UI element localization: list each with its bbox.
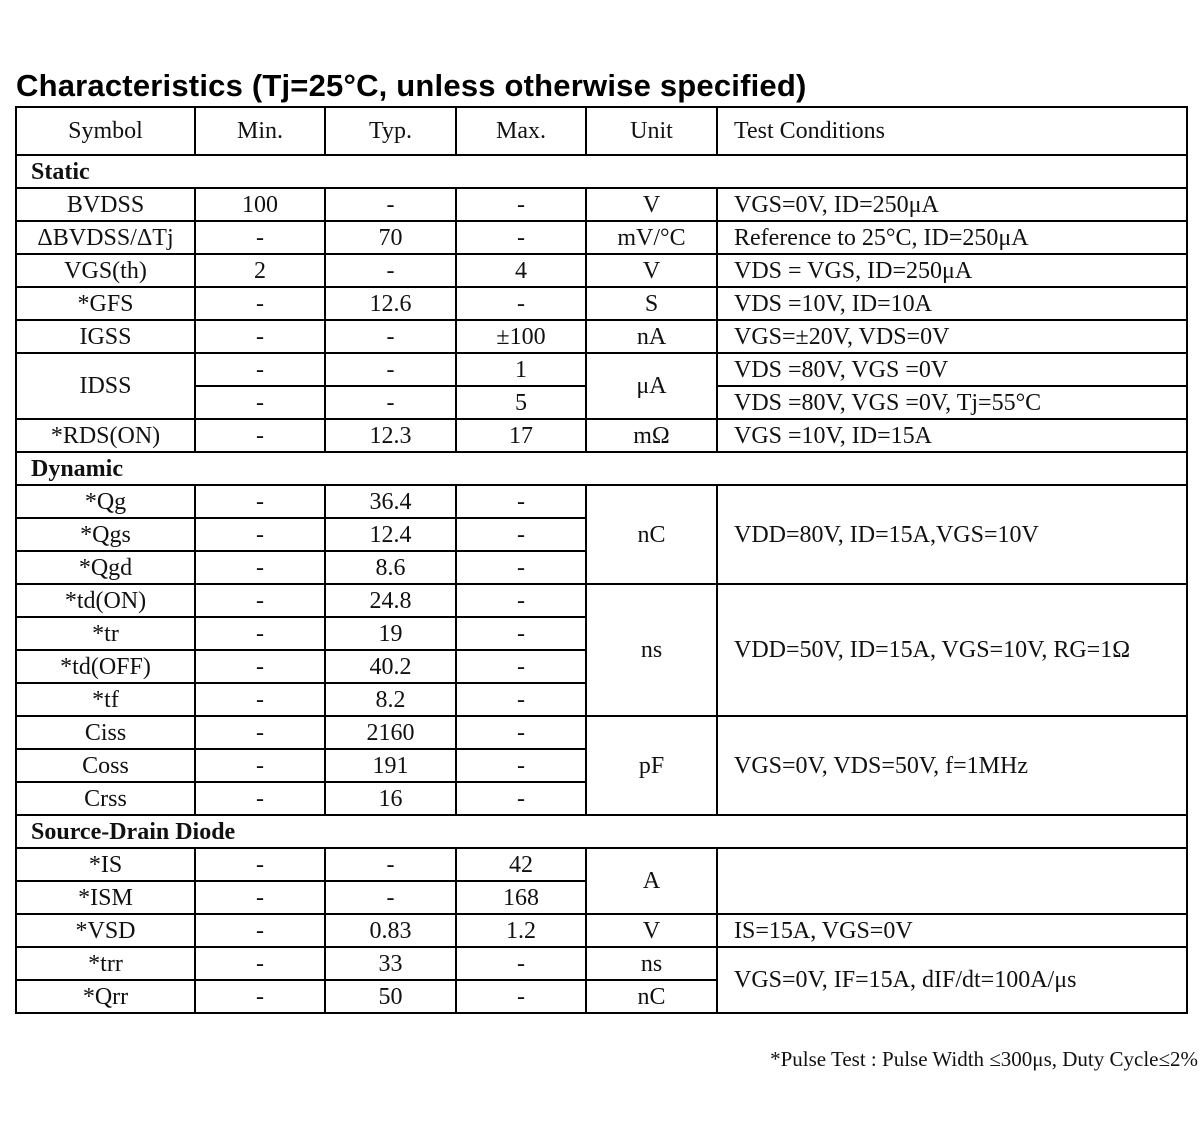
typ-cell: 191	[325, 749, 456, 782]
symbol-cell: Coss	[16, 749, 195, 782]
table-row	[16, 848, 1187, 881]
symbol-cell: VGS(th)	[16, 254, 195, 287]
typ-cell: 33	[325, 947, 456, 980]
condition-cell: VGS=0V, ID=250μA	[717, 188, 1187, 221]
max-cell: -	[456, 287, 586, 320]
unit-cell: A	[586, 848, 717, 914]
header-typ: Typ.	[325, 107, 456, 155]
symbol-cell: *Qgd	[16, 551, 195, 584]
min-cell: -	[195, 617, 325, 650]
typ-cell: 12.3	[325, 419, 456, 452]
symbol-cell: BVDSS	[16, 188, 195, 221]
symbol-cell: IGSS	[16, 320, 195, 353]
typ-cell: -	[325, 353, 456, 386]
symbol-cell: *ISM	[16, 881, 195, 914]
condition-cell: VDD=80V, ID=15A,VGS=10V	[717, 485, 1187, 584]
header-symbol: Symbol	[16, 107, 195, 155]
page-title: Characteristics (Tj=25°C, unless otherwise specified)	[16, 68, 807, 103]
typ-cell: -	[325, 254, 456, 287]
max-cell: 5	[456, 386, 586, 419]
section-title-dynamic: Dynamic	[16, 452, 1187, 485]
max-cell: 4	[456, 254, 586, 287]
typ-cell: 16	[325, 782, 456, 815]
unit-cell: V	[586, 254, 717, 287]
min-cell: -	[195, 221, 325, 254]
unit-cell: S	[586, 287, 717, 320]
typ-cell: -	[325, 320, 456, 353]
symbol-cell: *td(OFF)	[16, 650, 195, 683]
symbol-cell: *trr	[16, 947, 195, 980]
max-cell: -	[456, 749, 586, 782]
min-cell: 100	[195, 188, 325, 221]
symbol-cell: *tr	[16, 617, 195, 650]
min-cell: -	[195, 683, 325, 716]
min-cell: -	[195, 584, 325, 617]
table-row	[16, 221, 1187, 254]
symbol-cell: ΔBVDSS/ΔTj	[16, 221, 195, 254]
unit-cell: μA	[586, 353, 717, 419]
typ-cell: 40.2	[325, 650, 456, 683]
header-max: Max.	[456, 107, 586, 155]
min-cell: -	[195, 386, 325, 419]
condition-cell: VDD=50V, ID=15A, VGS=10V, RG=1Ω	[717, 584, 1187, 716]
symbol-cell: *RDS(ON)	[16, 419, 195, 452]
min-cell: 2	[195, 254, 325, 287]
symbol-cell: *Qrr	[16, 980, 195, 1013]
typ-cell: 36.4	[325, 485, 456, 518]
min-cell: -	[195, 287, 325, 320]
condition-cell: VGS=0V, IF=15A, dIF/dt=100A/μs	[717, 947, 1187, 1013]
condition-cell: VGS=0V, VDS=50V, f=1MHz	[717, 716, 1187, 815]
symbol-cell: Crss	[16, 782, 195, 815]
condition-cell: VDS =10V, ID=10A	[717, 287, 1187, 320]
typ-cell: 12.6	[325, 287, 456, 320]
max-cell: 1	[456, 353, 586, 386]
typ-cell: 70	[325, 221, 456, 254]
max-cell: 1.2	[456, 914, 586, 947]
header-row	[16, 107, 1187, 155]
typ-cell: 19	[325, 617, 456, 650]
max-cell: -	[456, 221, 586, 254]
table-row	[16, 947, 1187, 980]
condition-cell: VDS =80V, VGS =0V	[717, 353, 1187, 386]
section-row-diode	[16, 815, 1187, 848]
section-title-diode: Source-Drain Diode	[16, 815, 1187, 848]
min-cell: -	[195, 782, 325, 815]
max-cell: -	[456, 551, 586, 584]
unit-cell: mΩ	[586, 419, 717, 452]
symbol-cell: *Qg	[16, 485, 195, 518]
table-row	[16, 716, 1187, 749]
table-row	[16, 320, 1187, 353]
condition-cell: VGS =10V, ID=15A	[717, 419, 1187, 452]
min-cell: -	[195, 881, 325, 914]
condition-cell: VDS =80V, VGS =0V, Tj=55°C	[717, 386, 1187, 419]
unit-cell: V	[586, 188, 717, 221]
symbol-cell: *IS	[16, 848, 195, 881]
table-row	[16, 254, 1187, 287]
max-cell: -	[456, 518, 586, 551]
max-cell: 168	[456, 881, 586, 914]
symbol-cell: *GFS	[16, 287, 195, 320]
section-row-dynamic	[16, 452, 1187, 485]
min-cell: -	[195, 551, 325, 584]
unit-cell: pF	[586, 716, 717, 815]
max-cell: -	[456, 584, 586, 617]
min-cell: -	[195, 485, 325, 518]
max-cell: -	[456, 617, 586, 650]
unit-cell: V	[586, 914, 717, 947]
header-min: Min.	[195, 107, 325, 155]
max-cell: ±100	[456, 320, 586, 353]
typ-cell: -	[325, 386, 456, 419]
condition-cell: VDS = VGS, ID=250μA	[717, 254, 1187, 287]
min-cell: -	[195, 650, 325, 683]
table-row	[16, 287, 1187, 320]
max-cell: -	[456, 980, 586, 1013]
symbol-cell: Ciss	[16, 716, 195, 749]
unit-cell: nA	[586, 320, 717, 353]
typ-cell: 50	[325, 980, 456, 1013]
min-cell: -	[195, 419, 325, 452]
condition-cell	[717, 848, 1187, 914]
symbol-cell: *td(ON)	[16, 584, 195, 617]
section-row-static	[16, 155, 1187, 188]
table-row	[16, 419, 1187, 452]
header-conditions: Test Conditions	[717, 107, 1187, 155]
min-cell: -	[195, 848, 325, 881]
condition-cell: IS=15A, VGS=0V	[717, 914, 1187, 947]
table-row	[16, 584, 1187, 617]
typ-cell: -	[325, 881, 456, 914]
unit-cell: nC	[586, 980, 717, 1013]
min-cell: -	[195, 353, 325, 386]
max-cell: -	[456, 683, 586, 716]
max-cell: -	[456, 485, 586, 518]
min-cell: -	[195, 980, 325, 1013]
unit-cell: ns	[586, 947, 717, 980]
min-cell: -	[195, 947, 325, 980]
symbol-cell: IDSS	[16, 353, 195, 419]
table-row	[16, 188, 1187, 221]
condition-cell: Reference to 25°C, ID=250μA	[717, 221, 1187, 254]
characteristics-table	[15, 106, 1188, 1014]
min-cell: -	[195, 320, 325, 353]
typ-cell: 2160	[325, 716, 456, 749]
table-row	[16, 353, 1187, 386]
min-cell: -	[195, 749, 325, 782]
symbol-cell: *Qgs	[16, 518, 195, 551]
max-cell: -	[456, 716, 586, 749]
typ-cell: 0.83	[325, 914, 456, 947]
condition-cell: VGS=±20V, VDS=0V	[717, 320, 1187, 353]
unit-cell: ns	[586, 584, 717, 716]
table-row	[16, 485, 1187, 518]
header-unit: Unit	[586, 107, 717, 155]
section-title-static: Static	[16, 155, 1187, 188]
typ-cell: -	[325, 848, 456, 881]
max-cell: -	[456, 188, 586, 221]
symbol-cell: *tf	[16, 683, 195, 716]
typ-cell: 8.6	[325, 551, 456, 584]
table-row	[16, 914, 1187, 947]
typ-cell: 24.8	[325, 584, 456, 617]
min-cell: -	[195, 914, 325, 947]
max-cell: -	[456, 650, 586, 683]
typ-cell: 12.4	[325, 518, 456, 551]
min-cell: -	[195, 716, 325, 749]
unit-cell: nC	[586, 485, 717, 584]
symbol-cell: *VSD	[16, 914, 195, 947]
max-cell: -	[456, 782, 586, 815]
typ-cell: -	[325, 188, 456, 221]
footnote: *Pulse Test : Pulse Width ≤300μs, Duty Cycle≤2%	[770, 1047, 1198, 1071]
max-cell: 42	[456, 848, 586, 881]
max-cell: -	[456, 947, 586, 980]
typ-cell: 8.2	[325, 683, 456, 716]
unit-cell: mV/°C	[586, 221, 717, 254]
min-cell: -	[195, 518, 325, 551]
max-cell: 17	[456, 419, 586, 452]
